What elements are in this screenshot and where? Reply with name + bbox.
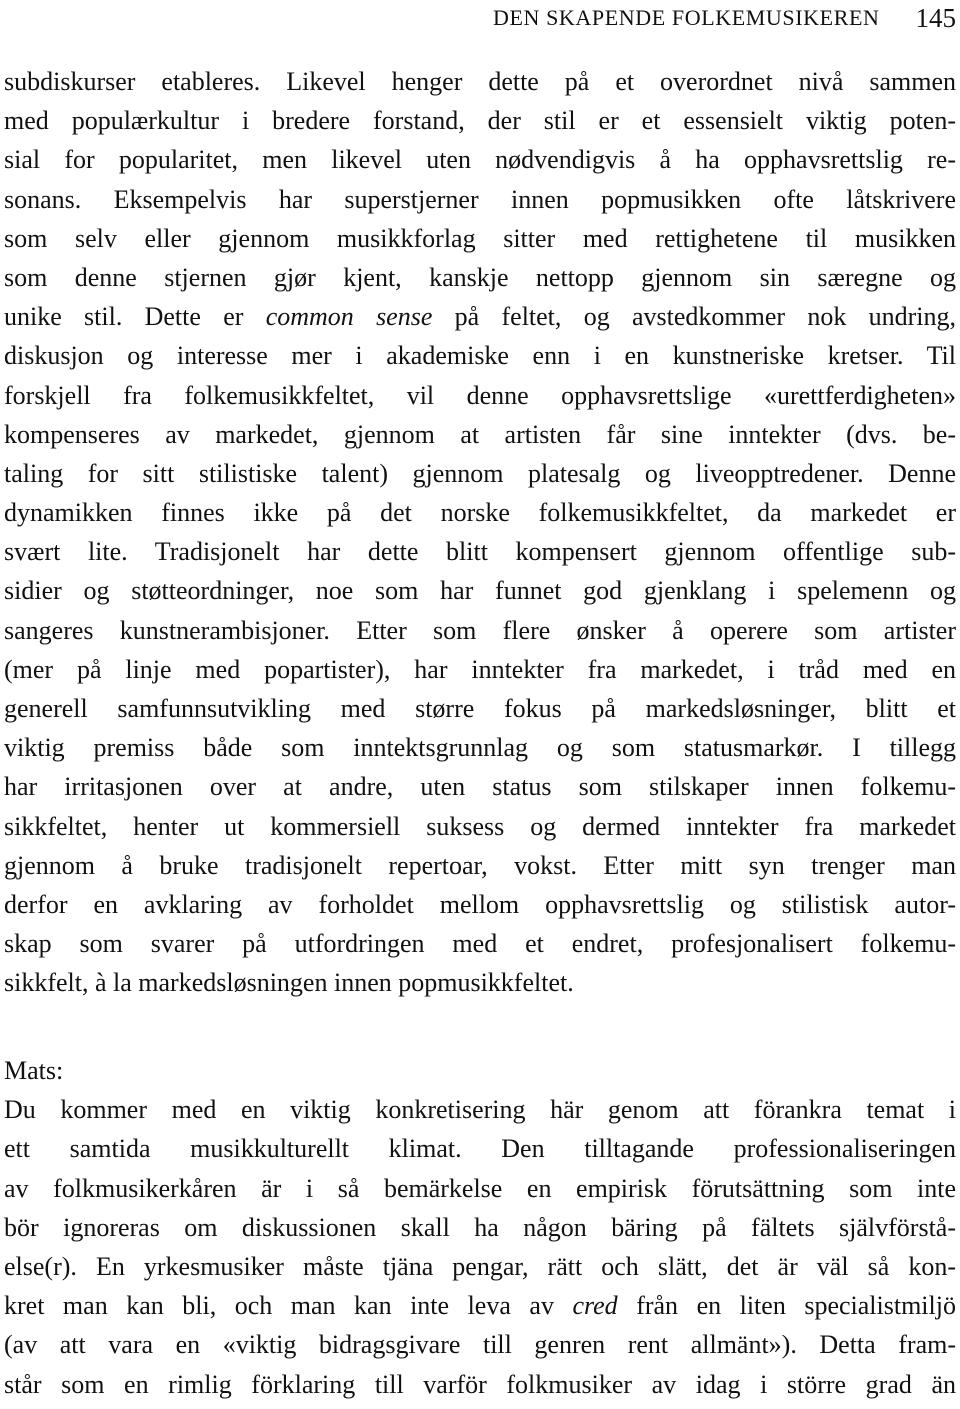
running-header-title: DEN SKAPENDE FOLKEMUSIKEREN xyxy=(492,5,880,30)
running-header xyxy=(493,0,956,36)
mats-section xyxy=(4,1051,956,1404)
text-line: else(r). En yrkesmusiker måste tjäna pengar, rätt och slätt, det är väl så kon- xyxy=(4,1251,956,1281)
text-line: står som en rimlig förklaring till varför folkmusiker av idag i större grad än xyxy=(4,1369,956,1399)
text-line: sikkfelt, à la markedsløsningen innen popmusikkfeltet. xyxy=(4,968,574,998)
text-line: (mer på linje med popartister), har inntekter fra markedet, i tråd med en xyxy=(4,654,956,684)
text-line: som denne stjernen gjør kjent, kanskje nettopp gjennom sin særegne og xyxy=(4,262,956,292)
italic-term: cred xyxy=(572,1291,618,1321)
text-run: på feltet, og avstedkommer nok undring, xyxy=(432,302,956,332)
text-line: sangeres kunstnerambisjoner. Etter som flere ønsker å operere som artister xyxy=(4,615,956,645)
text-line: som selv eller gjennom musikkforlag sitter med rettighetene til musikken xyxy=(4,223,956,253)
text-line: bör ignoreras om diskussionen skall ha någon bäring på fältets självförstå- xyxy=(4,1212,956,1242)
text-run: kret man kan bli, och man kan inte leva av xyxy=(4,1291,573,1321)
text-line: forskjell fra folkemusikkfeltet, vil denne opphavsrettslige «urettferdigheten» xyxy=(4,380,956,410)
text-line: subdiskurser etableres. Likevel henger dette på et overordnet nivå sammen xyxy=(4,67,956,96)
text-line: har irritasjonen over at andre, uten status som stilskaper innen folkemu- xyxy=(4,772,956,802)
main-paragraph xyxy=(4,62,956,1003)
text-line: sial for popularitet, men likevel uten nødvendigvis å ha opphavsrettslig re- xyxy=(4,145,956,175)
text-line: svært lite. Tradisjonelt har dette blitt kompensert gjennom offentlige sub- xyxy=(4,537,956,567)
text-line: sonans. Eksempelvis har superstjerner innen popmusikken ofte låtskrivere xyxy=(4,184,956,214)
text-run: från en liten specialistmiljö xyxy=(617,1291,956,1321)
mats-paragraph xyxy=(4,1090,956,1404)
text-line: ett samtida musikkulturellt klimat. Den tilltagande professionaliseringen xyxy=(4,1134,956,1164)
text-line: med populærkultur i bredere forstand, der stil er et essensielt viktig poten- xyxy=(4,106,956,136)
text-line: diskusjon og interesse mer i akademiske enn i en kunstneriske kretser. Til xyxy=(4,341,956,371)
text-line: viktig premiss både som inntektsgrunnlag og som statusmarkør. I tillegg xyxy=(4,733,956,763)
text-line: sidier og støtteordninger, noe som har funnet god gjenklang i spelemenn og xyxy=(4,576,956,606)
text-line xyxy=(4,1286,956,1325)
text-line: kompenseres av markedet, gjennom at artisten får sine inntekter (dvs. be- xyxy=(4,419,956,449)
text-line: Du kommer med en viktig konkretisering här genom att förankra temat i xyxy=(4,1095,956,1125)
text-line: av folkmusikerkåren är i så bemärkelse en empirisk förutsättning som inte xyxy=(4,1173,956,1203)
text-line: (av att vara en «viktig bidragsgivare till genren rent allmänt»). Detta fram- xyxy=(4,1330,956,1360)
text-line: taling for sitt stilistiske talent) gjennom platesalg og liveopptredener. Denne xyxy=(4,458,956,488)
text-line: sikkfeltet, henter ut kommersiell suksess og dermed inntekter fra markedet xyxy=(4,811,956,841)
text-line: skap som svarer på utfordringen med et endret, profesjonalisert folkemu- xyxy=(4,929,956,959)
text-line: dynamikken finnes ikke på det norske folkemusikkfeltet, da markedet er xyxy=(4,498,956,528)
text-line: gjennom å bruke tradisjonelt repertoar, vokst. Etter mitt syn trenger man xyxy=(4,850,956,880)
text-line: derfor en avklaring av forholdet mellom opphavsrettslig og stilistisk autor- xyxy=(4,889,956,919)
text-run: unike stil. Dette er xyxy=(4,302,266,332)
speaker-label: Mats: xyxy=(4,1056,64,1085)
italic-term: common sense xyxy=(265,302,433,332)
text-line: generell samfunnsutvikling med større fokus på markedsløsninger, blitt et xyxy=(4,694,956,723)
page-number: 145 xyxy=(915,2,956,33)
text-line xyxy=(4,297,956,336)
